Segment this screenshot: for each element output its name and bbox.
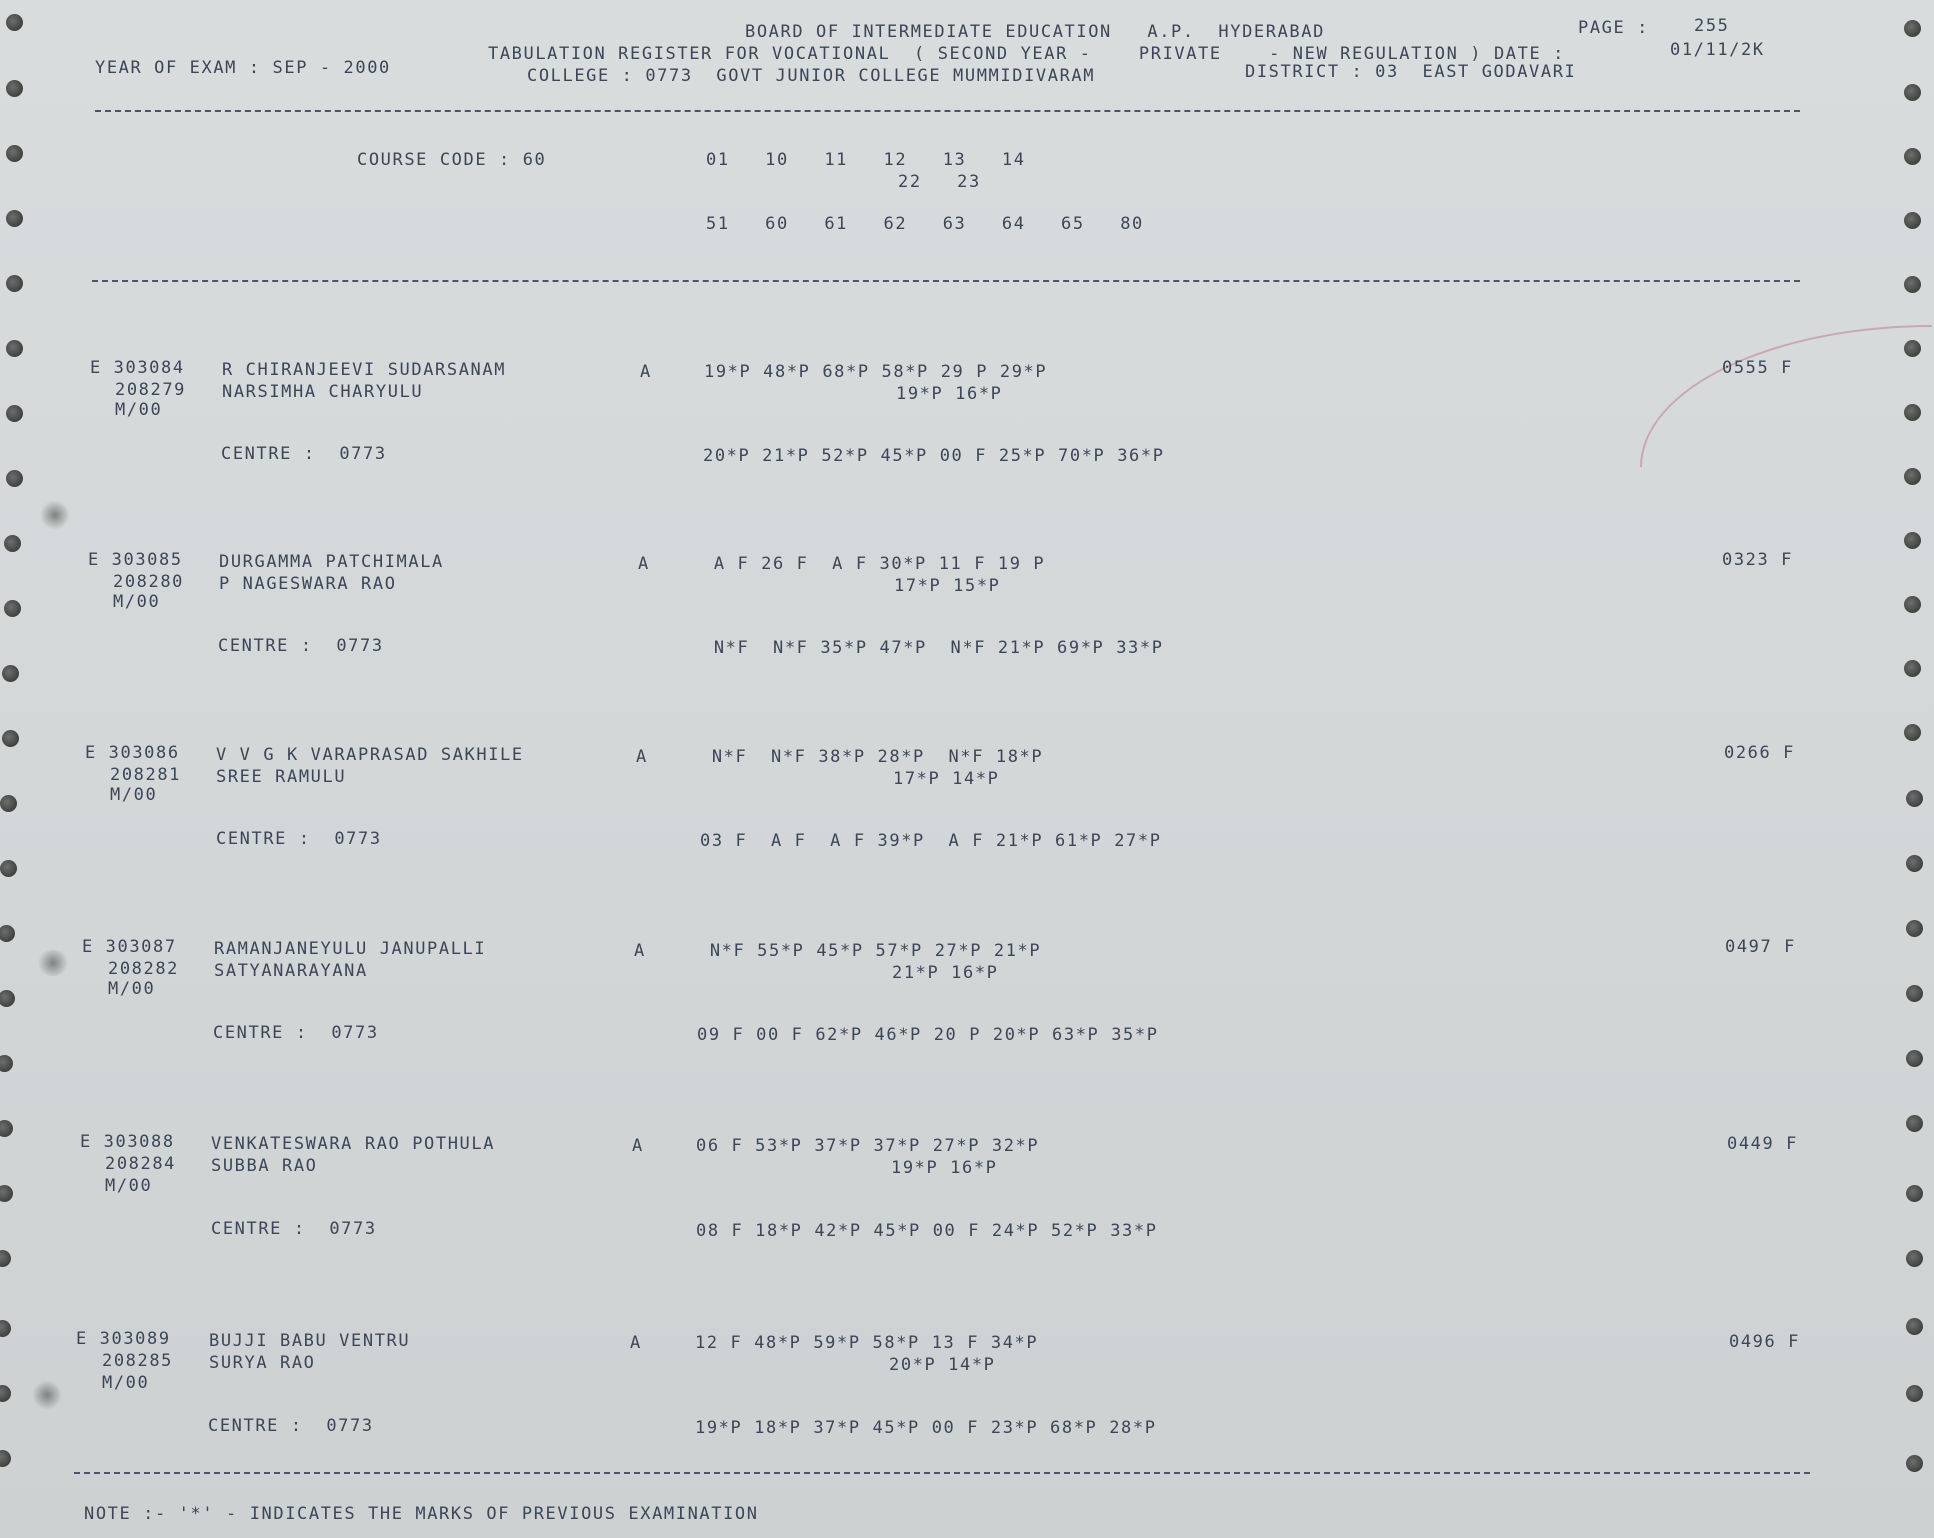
exam-number: E 303088: [80, 1132, 175, 1152]
registration-number: 208285: [102, 1351, 174, 1371]
father-name: P NAGESWARA RAO: [219, 574, 397, 594]
marks-row2: 20*P 21*P 52*P 45*P 00 F 25*P 70*P 36*P: [703, 446, 1165, 466]
course-code: COURSE CODE : 60: [357, 150, 547, 170]
centre: CENTRE : 0773: [208, 1416, 374, 1436]
exam-number: E 303089: [76, 1329, 171, 1349]
grade: A: [640, 362, 652, 382]
marks-row1b: 20*P 14*P: [889, 1355, 996, 1375]
marks-row2: 19*P 18*P 37*P 45*P 00 F 23*P 68*P 28*P: [695, 1418, 1157, 1438]
paper-stain: [32, 1380, 62, 1410]
father-name: SUBBA RAO: [211, 1156, 318, 1176]
registration-number: 208284: [105, 1154, 177, 1174]
marks-row2: 03 F A F A F 39*P A F 21*P 61*P 27*P: [700, 831, 1162, 851]
marks-row1: N*F N*F 38*P 28*P N*F 18*P: [700, 747, 1044, 767]
divider: [95, 110, 1800, 112]
board-title: BOARD OF INTERMEDIATE EDUCATION A.P. HYDERABAD: [745, 22, 1325, 42]
marks-row2: 09 F 00 F 62*P 46*P 20 P 20*P 63*P 35*P: [697, 1025, 1159, 1045]
category: M/00: [113, 592, 161, 612]
exam-number: E 303086: [85, 743, 180, 763]
marks-row2: N*F N*F 35*P 47*P N*F 21*P 69*P 33*P: [702, 638, 1164, 658]
grade: A: [630, 1333, 642, 1353]
centre: CENTRE : 0773: [218, 636, 384, 656]
subject-codes-row1: 01 10 11 12 13 14: [706, 150, 1026, 170]
exam-number: E 303085: [88, 550, 183, 570]
student-name: VENKATESWARA RAO POTHULA: [211, 1134, 496, 1154]
grade: A: [632, 1136, 644, 1156]
subject-codes-row1b: 22 23: [898, 172, 981, 192]
right-feed-holes: [1894, 0, 1934, 1538]
register-title: TABULATION REGISTER FOR VOCATIONAL ( SECOND YEAR - PRIVATE - NEW REGULATION ) DATE :: [488, 44, 1565, 64]
exam-number: E 303087: [82, 937, 177, 957]
total-result: 0323 F: [1722, 550, 1794, 570]
father-name: SATYANARAYANA: [214, 961, 368, 981]
marks-row2: 08 F 18*P 42*P 45*P 00 F 24*P 52*P 33*P: [696, 1221, 1158, 1241]
exam-number: E 303084: [90, 358, 185, 378]
category: M/00: [105, 1176, 153, 1196]
grade: A: [638, 554, 650, 574]
date-value: 01/11/2K: [1670, 40, 1765, 60]
left-feed-holes: [0, 0, 40, 1538]
marks-row1b: 19*P 16*P: [891, 1158, 998, 1178]
registration-number: 208281: [110, 765, 182, 785]
year-of-exam: YEAR OF EXAM : SEP - 2000: [95, 58, 391, 78]
student-name: BUJJI BABU VENTRU: [209, 1331, 411, 1351]
registration-number: 208279: [115, 380, 187, 400]
subject-codes-row2: 51 60 61 62 63 64 65 80: [706, 214, 1144, 234]
divider: [92, 280, 1800, 282]
marks-row1b: 17*P 15*P: [894, 576, 1001, 596]
marks-row1b: 19*P 16*P: [896, 384, 1003, 404]
student-name: R CHIRANJEEVI SUDARSANAM: [222, 360, 507, 380]
marks-row1b: 21*P 16*P: [892, 963, 999, 983]
pen-mark: [1640, 325, 1932, 467]
total-result: 0449 F: [1727, 1134, 1799, 1154]
registration-number: 208282: [108, 959, 180, 979]
college-line: COLLEGE : 0773 GOVT JUNIOR COLLEGE MUMMIDIVARAM: [527, 66, 1096, 86]
footer-note: NOTE :- '*' - INDICATES THE MARKS OF PREVIOUS EXAMINATION: [84, 1504, 759, 1524]
total-result: 0497 F: [1725, 937, 1797, 957]
category: M/00: [108, 979, 156, 999]
registration-number: 208280: [113, 572, 185, 592]
marks-row1: 12 F 48*P 59*P 58*P 13 F 34*P: [695, 1333, 1039, 1353]
father-name: SURYA RAO: [209, 1353, 316, 1373]
district-line: DISTRICT : 03 EAST GODAVARI: [1245, 62, 1577, 82]
father-name: SREE RAMULU: [216, 767, 347, 787]
marks-row1: N*F 55*P 45*P 57*P 27*P 21*P: [698, 941, 1042, 961]
father-name: NARSIMHA CHARYULU: [222, 382, 424, 402]
centre: CENTRE : 0773: [211, 1219, 377, 1239]
divider: [74, 1472, 1810, 1474]
paper-stain: [36, 950, 70, 976]
page-number: 255: [1694, 16, 1730, 36]
total-result: 0555 F: [1722, 358, 1794, 378]
total-result: 0496 F: [1729, 1332, 1801, 1352]
centre: CENTRE : 0773: [221, 444, 387, 464]
grade: A: [634, 941, 646, 961]
centre: CENTRE : 0773: [213, 1023, 379, 1043]
category: M/00: [115, 400, 163, 420]
marks-row1b: 17*P 14*P: [893, 769, 1000, 789]
category: M/00: [110, 785, 158, 805]
page-label: PAGE :: [1578, 18, 1650, 38]
student-name: RAMANJANEYULU JANUPALLI: [214, 939, 487, 959]
marks-row1: A F 26 F A F 30*P 11 F 19 P: [702, 554, 1046, 574]
paper-stain: [40, 500, 70, 530]
total-result: 0266 F: [1724, 743, 1796, 763]
category: M/00: [102, 1373, 150, 1393]
student-name: DURGAMMA PATCHIMALA: [219, 552, 444, 572]
grade: A: [636, 747, 648, 767]
marks-row1: 06 F 53*P 37*P 37*P 27*P 32*P: [696, 1136, 1040, 1156]
marks-row1: 19*P 48*P 68*P 58*P 29 P 29*P: [704, 362, 1048, 382]
student-name: V V G K VARAPRASAD SAKHILE: [216, 745, 524, 765]
centre: CENTRE : 0773: [216, 829, 382, 849]
